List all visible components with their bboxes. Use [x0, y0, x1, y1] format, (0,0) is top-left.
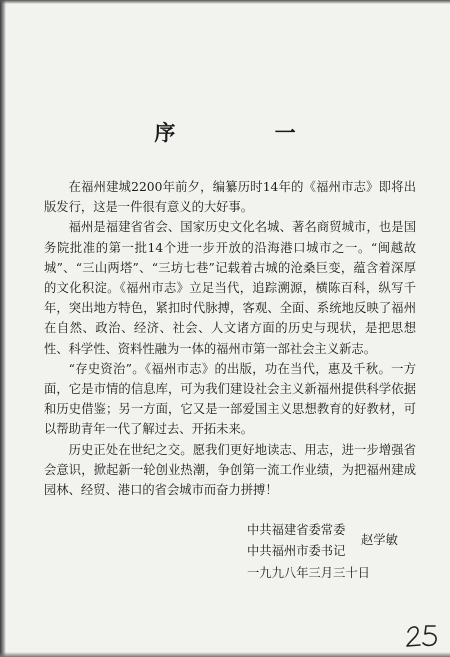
signature-block	[247, 520, 432, 582]
scan-edge-bottom	[0, 652, 450, 657]
preface-body	[44, 177, 416, 500]
signature-date: 一九九八年三月三十日	[247, 566, 370, 580]
handwritten-page-number	[404, 623, 440, 649]
signature-name: 赵学敏	[361, 533, 398, 547]
scan-edge-top	[0, 0, 450, 4]
page-title: 序 一	[154, 120, 342, 145]
paragraph-2: 福州是福建省省会、国家历史文化名城、著名商贸城市，也是国务院批准的第一批14个进一步开放的沿海港口城市之一。“闽越故城”、“三山两塔”、“三坊七巷”记载着古城的沧桑巨变，蕴含着深厚的文化积淀。《福州市志》立足当代，追踪溯源，横陈百科，纵写千年，突出地方特色，紧扣时代脉搏，客观、全面、系统地反映了福州在自然、政治、经济、社会、人文诸方面的历史与现状，是把思想性、科学性、资料性融为一体的福州市第一部社会主义新志。	[44, 220, 416, 356]
paragraph-3: “存史资治”。《福州市志》的出版，功在当代，惠及千秋。一方面，它是市情的信息库，可为我们建设社会主义新福州提供科学依据和历史借鉴；另一方面，它又是一部爱国主义思想教育的好教材，可以帮助青年一代了解过去、开拓未来。	[44, 361, 416, 437]
signature-title-1: 中共福建省委常委	[247, 523, 346, 537]
signature-title-2: 中共福州市委书记	[247, 544, 346, 558]
scan-edge-left	[0, 0, 6, 657]
paragraph-4: 历史正处在世纪之交。愿我们更好地读志、用志，进一步增强省会意识，掀起新一轮创业热潮，争创第一流工作业绩，为把福州建成园林、经贸、港口的省会城市而奋力拼搏！	[44, 442, 416, 498]
paragraph-1: 在福州建城2200年前夕，编纂历时14年的《福州市志》即将出版发行，这是一件很有意义的大好事。	[44, 180, 416, 215]
